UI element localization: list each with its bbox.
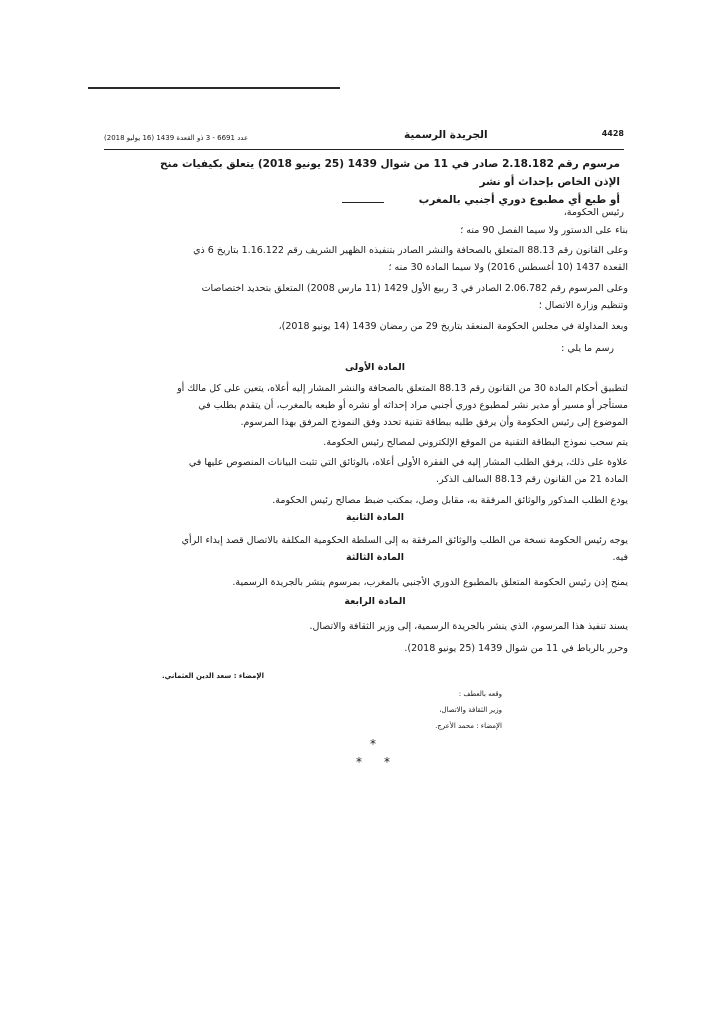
countersign-signature: الإمضاء : محمد الأعرج. <box>435 722 502 730</box>
decree-title <box>150 155 620 209</box>
decree-title-line-2: أو طبع أي مطبوع دوري أجنبي بالمغرب <box>418 194 620 206</box>
article-paragraph: يوجه رئيس الحكومة نسخة من الطلب والوثائق المرفقة به إلى السلطة الحكومية المكلفة بالاتصال قصد إبداء الرأي فيه. <box>181 535 628 563</box>
countersignature-block <box>362 686 502 734</box>
article-heading: المادة الرابعة <box>344 596 406 607</box>
decree-title-line-1: مرسوم رقم 2.18.182 صادر في 11 من شوال 1439 (25 يونيو 2018) يتعلق بكيفيات منح الإذن الخاص بإحداث أو نشر <box>159 158 620 188</box>
article-heading: المادة الثالثة <box>345 552 405 563</box>
preamble-clause: وعلى القانون رقم 88.13 المتعلق بالصحافة والنشر الصادر بتنفيذه الظهير الشريف رقم 1.16.122 بتاريخ 6 ذي القعدة 1437 (10 أغسطس 2016) ولا سيما المادة 30 منه ؛ <box>193 245 628 273</box>
enactment-formula: رسم ما يلي : <box>561 343 614 354</box>
countersign-intro: وقعه بالعطف : <box>458 690 502 698</box>
top-rule <box>88 87 340 89</box>
issue-info: عدد 6691 - 3 ذو القعدة 1439 (16 يوليو 2018) <box>104 134 249 142</box>
done-at-line: وحرر بالرباط في 11 من شوال 1439 (25 يونيو 2018). <box>404 643 628 654</box>
article-paragraph: لتطبيق أحكام المادة 30 من القانون رقم 88.13 المتعلق بالصحافة والنشر المشار إليه أعلاه، يتعين على كل مالك أو مستأجر أو مسير أو مدير نشر لمطبوع دوري أجنبي مراد إحداثه أو نشره أو طبعه بالمغرب، أن يتقدم بطلب في الموضوع إلى رئيس الحكومة وأن يرفق طلبه ببطاقة تقنية تحدد وفق النموذج المرفق بهذا المرسوم. <box>177 383 628 428</box>
title-separator <box>342 202 384 203</box>
preamble-clause: وبعد المداولة في مجلس الحكومة المنعقد بتاريخ 29 من رمضان 1439 (14 يونيو 2018)، <box>278 321 628 332</box>
opening-line: رئيس الحكومة، <box>563 207 624 218</box>
article-paragraph: يتم سحب نموذج البطاقة التقنية من الموقع الإلكتروني لمصالح رئيس الحكومة. <box>323 437 628 448</box>
article-paragraph: علاوة على ذلك، يرفق الطلب المشار إليه في الفقرة الأولى أعلاه، بالوثائق التي تثبت البيانات المنصوص عليها في المادة 21 من القانون رقم 88.13 السالف الذكر. <box>188 457 628 485</box>
article-paragraph: يودع الطلب المذكور والوثائق المرفقة به، مقابل وصل، بمكتب ضبط مصالح رئيس الحكومة. <box>272 495 628 506</box>
preamble-clause: وعلى المرسوم رقم 2.06.782 الصادر في 3 ربيع الأول 1429 (11 مارس 2008) المتعلق بتحديد اختصاصات وتنظيم وزارة الاتصال ؛ <box>201 283 628 311</box>
article-paragraph: يسند تنفيذ هذا المرسوم، الذي ينشر بالجريدة الرسمية، إلى وزير الثقافة والاتصال. <box>309 621 628 632</box>
separator-star: * <box>356 755 362 769</box>
gazette-title: الجريدة الرسمية <box>404 129 488 141</box>
separator-star: * <box>384 755 390 769</box>
article-paragraph: يمنح إذن رئيس الحكومة المتعلق بالمطبوع الدوري الأجنبي بالمغرب، بمرسوم ينشر بالجريدة الرسمية. <box>232 577 628 588</box>
separator-star: * <box>370 737 376 751</box>
header-rule <box>104 149 624 150</box>
page-header <box>104 128 624 148</box>
countersign-role: وزير الثقافة والاتصال، <box>439 706 502 714</box>
article-heading: المادة الأولى <box>345 362 405 373</box>
preamble-clause: بناء على الدستور ولا سيما الفصل 90 منه ؛ <box>460 225 628 236</box>
prime-minister-signature: الإمضاء : سعد الدين العثماني. <box>161 672 264 680</box>
article-heading: المادة الثانية <box>345 512 405 523</box>
page-number: 4428 <box>601 129 624 138</box>
